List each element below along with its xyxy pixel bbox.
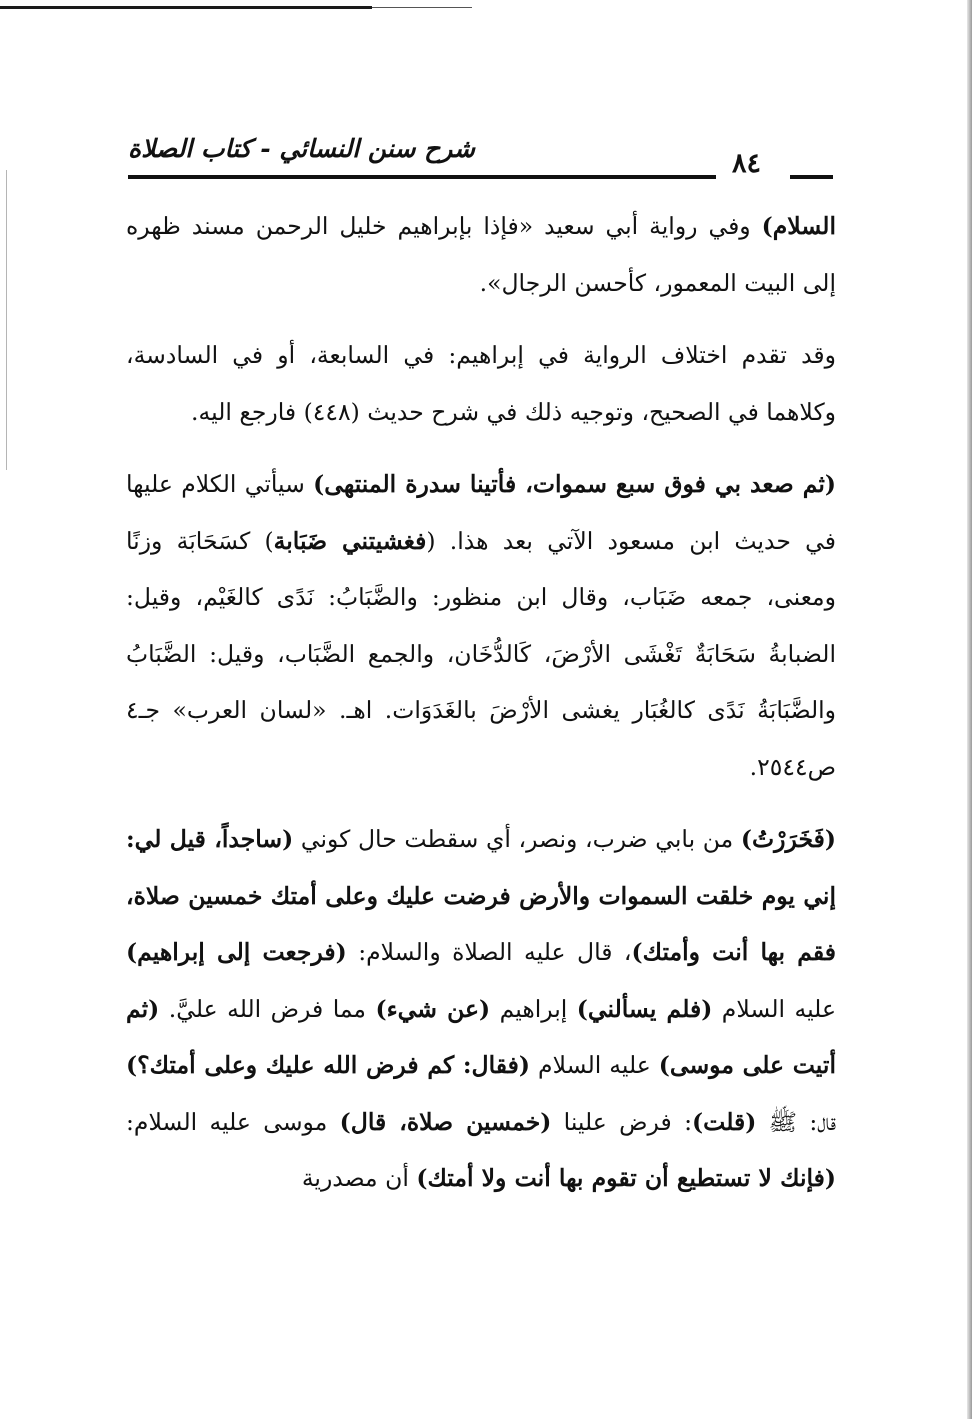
book-title: شرح سنن النسائي - كتاب الصلاة (128, 134, 475, 163)
text-run: : فرض علينا (551, 1107, 692, 1136)
page-body (126, 198, 836, 1207)
bold-text-run: السلام) (761, 212, 836, 240)
bold-text-run: (فلم يسألني) (576, 994, 713, 1023)
paragraph (126, 198, 836, 311)
bold-text-run: (فإنك لا تستطيع أن تقوم بها أنت ولا أمتك) (416, 1164, 836, 1192)
bold-text-run: (ثم أتيت على موسى) (126, 994, 836, 1079)
text-run: من بابي ضرب، ونصر، أي سقطت حال كوني (293, 825, 741, 853)
paragraph (126, 327, 836, 440)
text-run: عليه السلام (712, 994, 836, 1023)
bold-text-run: (ثم صعد بي فوق سبع سموات، فأتينا سدرة المنتهى) (313, 470, 837, 498)
bold-text-run: (ساجداً، قيل لي: إني يوم خلقت السموات والأرض فرضت عليك وعلى أمتك خمسين صلاة، فقم بها أنت وأمتك) (126, 825, 836, 966)
bold-text-run: (قلت) (692, 1107, 757, 1136)
bold-text-run: (خمسين صلاة، قال) (339, 1107, 552, 1136)
text-run: عليه السلام (530, 1051, 659, 1079)
bold-text-run: (فرجعت إلى إبراهيم) (126, 938, 347, 966)
text-run: موسى عليه السلام: (126, 1107, 340, 1136)
text-run: إبراهيم (490, 994, 577, 1023)
text-run: قال: ﷺ (756, 1107, 836, 1136)
page-number: ٨٤ (732, 148, 762, 179)
bold-text-run: (عن شيء) (375, 994, 491, 1023)
scan-artifact-left-edge (6, 170, 7, 470)
text-run: سيأتي الكلام عليها في حديث ابن مسعود الآتي بعد هذا. ( (126, 470, 836, 555)
paragraph (126, 456, 836, 795)
scan-artifact-right-edge (967, 0, 972, 1419)
scan-artifact-thin-line (372, 7, 472, 8)
bold-text-run: (فقال: كم فرض الله عليك وعلى أمتك؟) (126, 1051, 531, 1079)
paragraph (126, 811, 836, 1207)
text-run: ) كسَحَابَة وزنًا ومعنى، جمعه ضَبَاب، وقال ابن منظور: والضَّبَابُ: نَدًى كالغَيْم، وقيل: الضبابةُ سَحَابَةٌ تَغْشَى الأرْضَ، كَالدُّخَان، والجمع الضَّبَاب، وقيل: الضَّبَابُ والضَّبَابَةُ نَدًى كالغُبَار يغشى الأرْضَ بالغَدَوَات. اهـ. «لسان العرب» جـ٤ ص٢٥٤٤. (126, 526, 836, 781)
header-rule (128, 175, 716, 179)
text-run: مما فرض الله عليَّ. (159, 994, 376, 1023)
page-number-rule (790, 175, 833, 179)
running-header (128, 128, 833, 188)
text-run: ، قال عليه الصلاة والسلام: (346, 938, 632, 966)
scan-artifact-top-line (0, 6, 372, 9)
bold-text-run: (فَخَرَرْتُ) (740, 825, 836, 853)
text-run: أن مصدرية (301, 1164, 417, 1192)
text-run: وقد تقدم اختلاف الرواية في إبراهيم: في السابعة، أو في السادسة، وكلاهما في الصحيح، وتوجيه ذلك في شرح حديث (٤٤٨) فارجع اليه. (126, 341, 836, 426)
text-run: وفي رواية أبي سعيد «فإذا بإبراهيم خليل الرحمن مسند ظهره إلى البيت المعمور، كأحسن الرجال». (126, 212, 836, 297)
bold-text-run: فغشيتني ضَبَابة (273, 526, 427, 555)
